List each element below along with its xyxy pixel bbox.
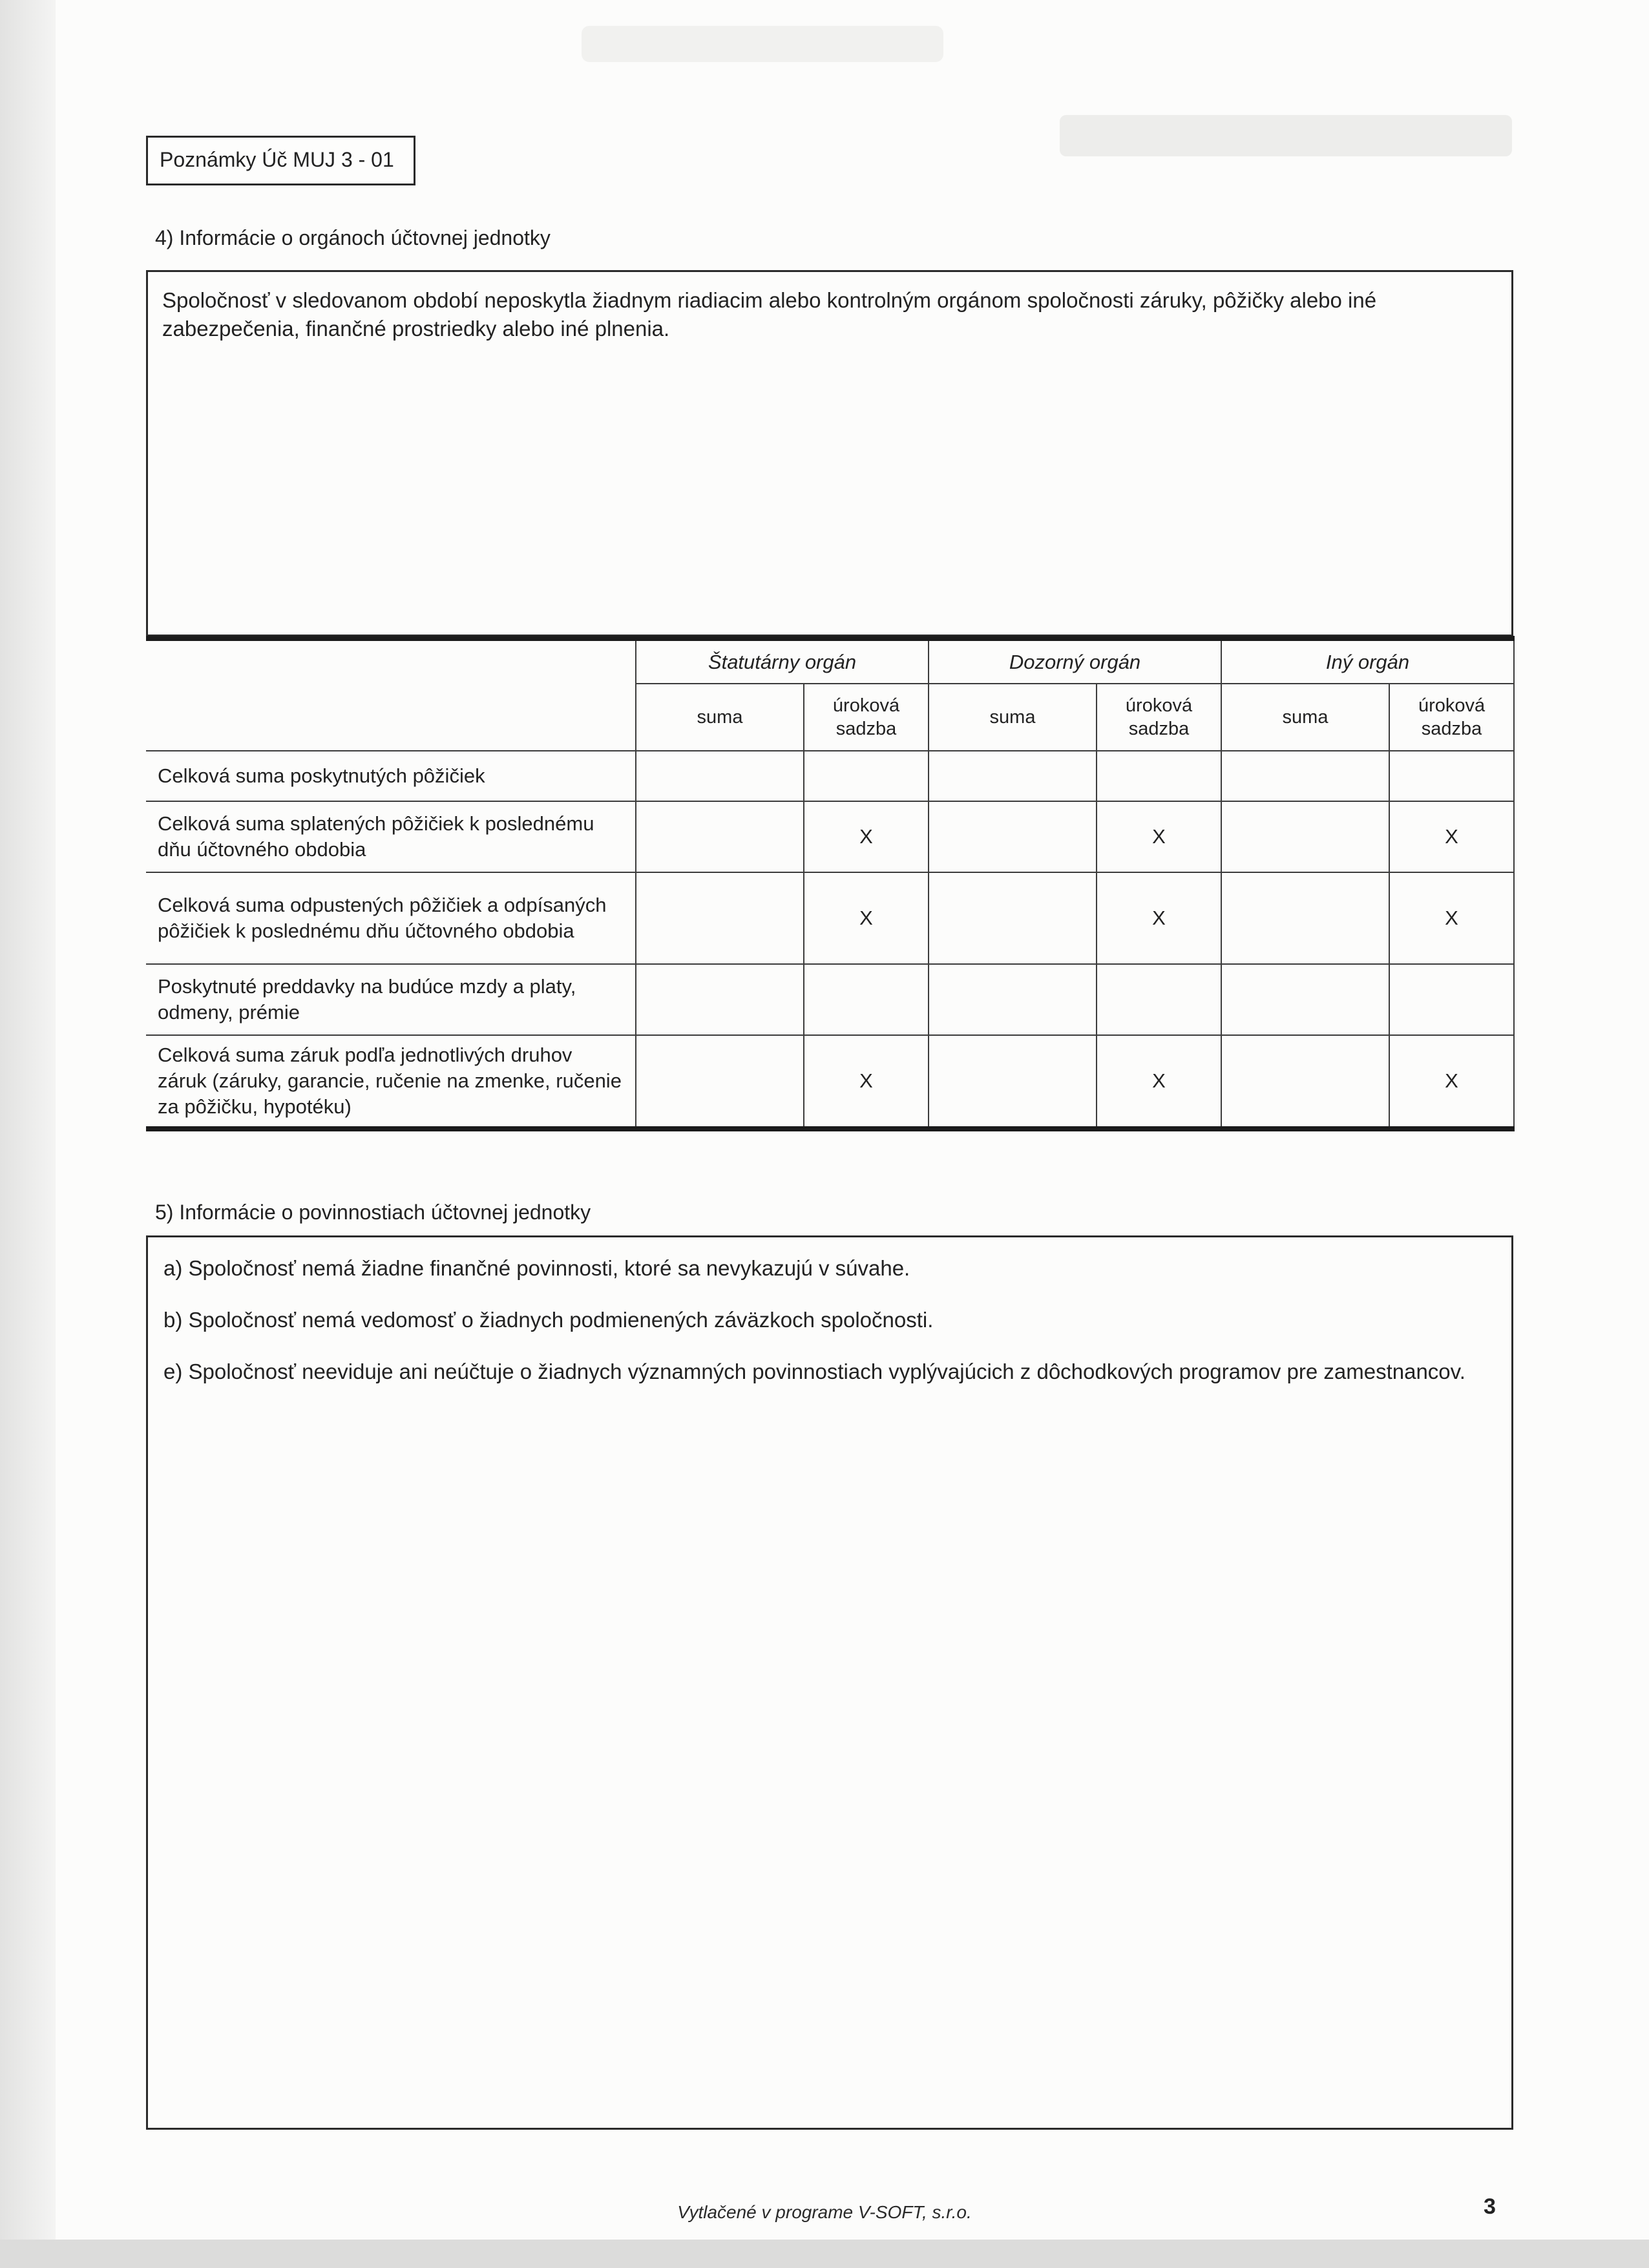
table-cell: [929, 751, 1097, 801]
form-id-label: Poznámky Úč MUJ 3 - 01: [160, 148, 394, 171]
table-cell: [1221, 964, 1389, 1035]
scan-artifact-bottom: [0, 2240, 1649, 2268]
table-cell: [1389, 751, 1514, 801]
table-cell: [1097, 751, 1221, 801]
section-4-note-text: Spoločnosť v sledovanom období neposkytla žiadnym riadiacim alebo kontrolným orgánom spoločnosti záruky, pôžičky alebo iné zabezpečenia, finančné prostriedky alebo iné plnenia.: [162, 288, 1377, 341]
table-cell: X: [1097, 801, 1221, 872]
scan-artifact-smudge: [582, 26, 943, 62]
row-label: Celková suma poskytnutých pôžičiek: [146, 751, 636, 801]
subheader-suma: suma: [636, 684, 804, 751]
table-cell: X: [1097, 1035, 1221, 1129]
obligation-item-a: a) Spoločnosť nemá žiadne finančné povinnosti, ktoré sa nevykazujú v súvahe.: [163, 1256, 910, 1280]
subheader-suma: suma: [929, 684, 1097, 751]
column-header-supervisory-organ: Dozorný orgán: [929, 638, 1221, 684]
row-label: Celková suma splatených pôžičiek k poslednému dňu účtovného obdobia: [146, 801, 636, 872]
table-cell: [1221, 872, 1389, 964]
table-cell: [929, 801, 1097, 872]
table-cell: X: [1389, 801, 1514, 872]
table-cell: [804, 964, 929, 1035]
subheader-suma: suma: [1221, 684, 1389, 751]
table-cell: [636, 1035, 804, 1129]
table-cell: [1097, 964, 1221, 1035]
section-4-title: 4) Informácie o orgánoch účtovnej jednotky: [155, 226, 551, 249]
row-label: Celková suma odpustených pôžičiek a odpísaných pôžičiek k poslednému dňu účtovného obdobia: [146, 872, 636, 964]
table-cell: X: [1389, 1035, 1514, 1129]
table-cell: X: [1097, 872, 1221, 964]
table-cell: [636, 872, 804, 964]
column-header-statutory-organ: Štatutárny orgán: [636, 638, 929, 684]
table-cell: [636, 964, 804, 1035]
scan-artifact-left: [0, 0, 56, 2268]
table-row: [146, 751, 1514, 801]
obligation-item-b: b) Spoločnosť nemá vedomosť o žiadnych podmienených záväzkoch spoločnosti.: [163, 1308, 934, 1332]
loans-table: [146, 636, 1515, 1131]
section-4-note-box: [146, 270, 1513, 636]
table-cell: [929, 1035, 1097, 1129]
table-org-header-row: [146, 638, 1514, 684]
table-cell: [636, 751, 804, 801]
form-id-box: [146, 136, 415, 185]
table-cell: [1221, 801, 1389, 872]
table-cell: X: [804, 1035, 929, 1129]
table-row: [146, 801, 1514, 872]
table-cell: [636, 801, 804, 872]
table-cell: X: [804, 872, 929, 964]
table-cell: X: [1389, 872, 1514, 964]
table-cell: [1221, 1035, 1389, 1129]
row-label: Poskytnuté preddavky na budúce mzdy a platy, odmeny, prémie: [146, 964, 636, 1035]
section-5-box: [146, 1235, 1513, 2130]
subheader-interest-rate: úroková sadzba: [1389, 684, 1514, 751]
footer-printed-note: Vytlačené v programe V-SOFT, s.r.o.: [677, 2202, 972, 2222]
table-cell: [804, 751, 929, 801]
table-cell: [1221, 751, 1389, 801]
table-cell: [929, 872, 1097, 964]
table-cell: X: [804, 801, 929, 872]
column-header-other-organ: Iný orgán: [1221, 638, 1514, 684]
row-label: Celková suma záruk podľa jednotlivých druhov záruk (záruky, garancie, ručenie na zmenke, ručenie za pôžičku, hypotéku): [146, 1035, 636, 1129]
section-5-title: 5) Informácie o povinnostiach účtovnej jednotky: [155, 1201, 591, 1224]
page-number: 3: [1484, 2194, 1496, 2219]
subheader-interest-rate: úroková sadzba: [1097, 684, 1221, 751]
table-cell: [929, 964, 1097, 1035]
obligation-item-e: e) Spoločnosť neeviduje ani neúčtuje o žiadnych významných povinnostiach vyplývajúcich z dôchodkových programov pre zamestnancov.: [163, 1360, 1465, 1383]
table-row: [146, 872, 1514, 964]
table-row: [146, 964, 1514, 1035]
scan-artifact-smudge: [1060, 115, 1512, 156]
table-row: [146, 1035, 1514, 1129]
table-corner-cell: [146, 638, 636, 751]
subheader-interest-rate: úroková sadzba: [804, 684, 929, 751]
table-cell: [1389, 964, 1514, 1035]
